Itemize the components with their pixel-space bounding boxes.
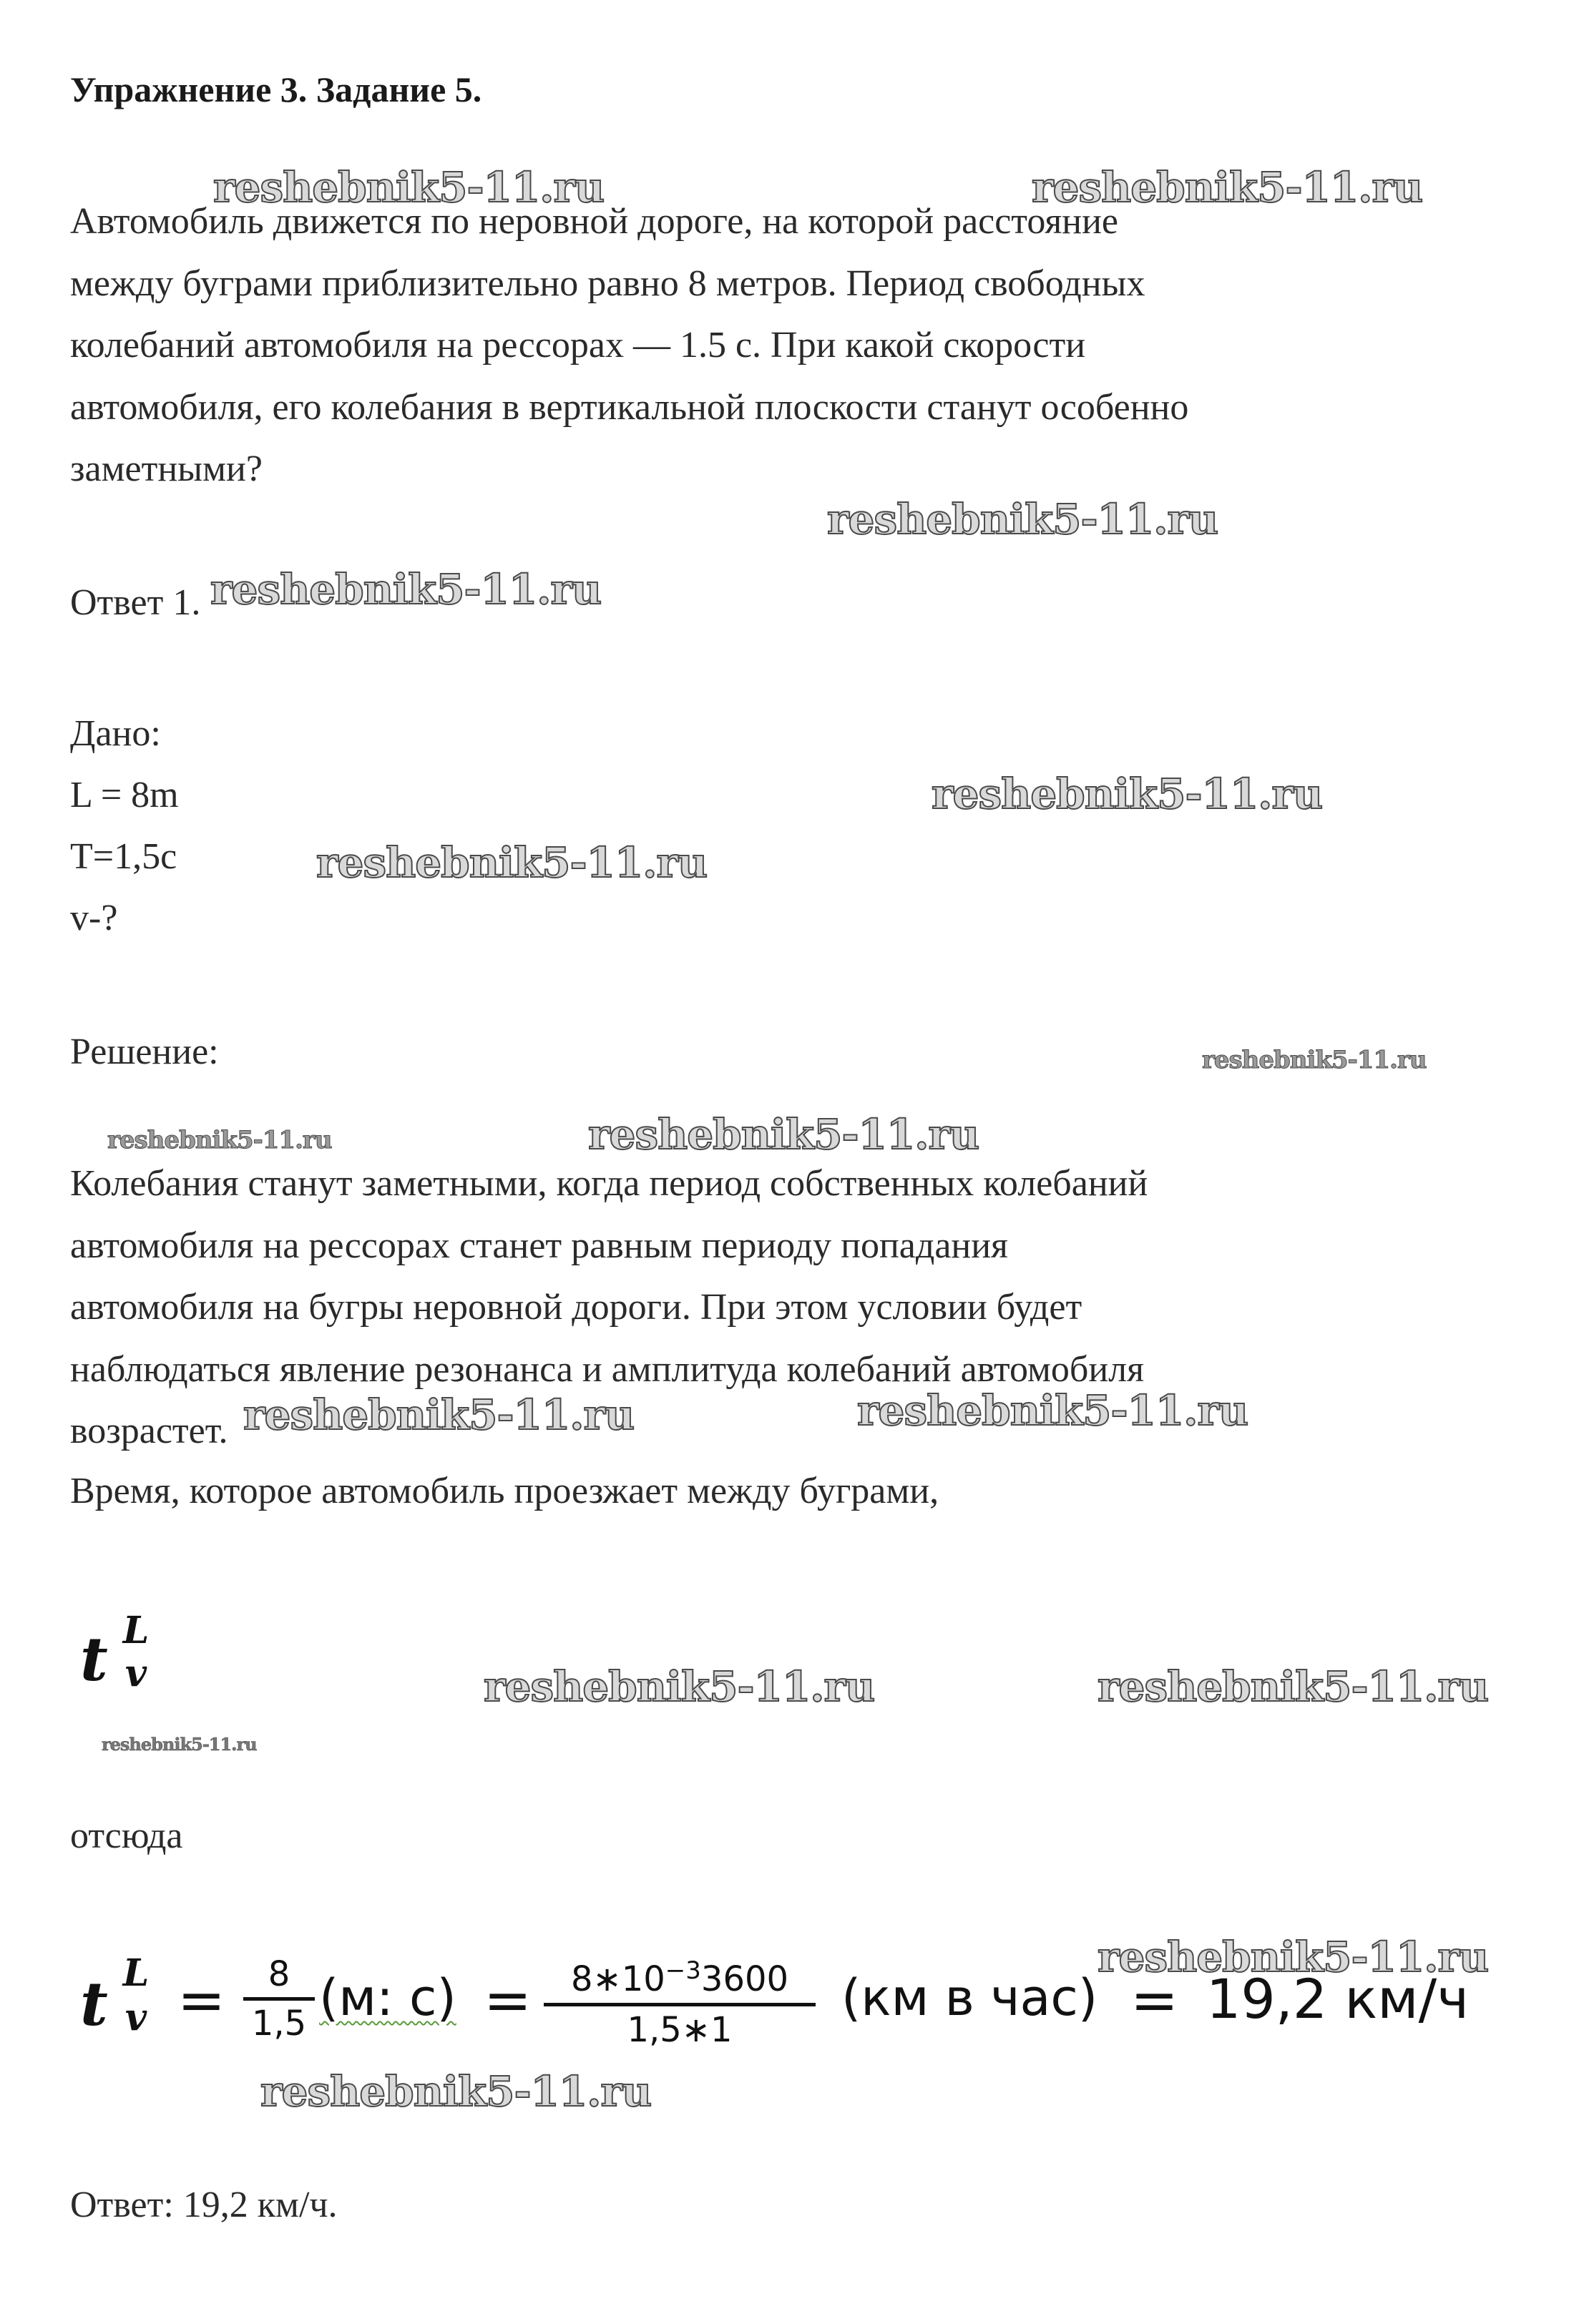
given-item: v-? bbox=[70, 898, 118, 938]
time-line: Время, которое автомобиль проезжает между буграми, bbox=[70, 1471, 939, 1511]
formula-2-numerator: L bbox=[122, 1951, 150, 1995]
final-answer: Ответ: 19,2 км/ч. bbox=[70, 2185, 338, 2225]
solution-line: возрастет. bbox=[70, 1411, 228, 1451]
watermark: reshebnik5-11.ru bbox=[588, 1110, 979, 1159]
formula-1-t: t bbox=[80, 1624, 108, 1695]
formula-2-value-numerator: 8 bbox=[268, 1954, 290, 1994]
formula-1-denominator: v bbox=[124, 1652, 147, 1695]
solution-line: Колебания станут заметными, когда период собственных колебаний bbox=[70, 1163, 1148, 1204]
formula-2-denominator: v bbox=[124, 1996, 147, 2039]
watermark: reshebnik5-11.ru bbox=[827, 495, 1218, 544]
hence-text: отсюда bbox=[70, 1815, 183, 1856]
formula-2-fraction-lv bbox=[116, 1951, 156, 2040]
solution-line: автомобиля на бугры неровной дороги. При этом условии будет bbox=[70, 1287, 1082, 1328]
formula-2-conversion-numerator bbox=[544, 1947, 816, 2003]
solution-line: автомобиля на рессорах станет равным периоду попадания bbox=[70, 1225, 1008, 1266]
formula-2-value-denominator: 1,5 bbox=[251, 2004, 307, 2044]
formula-2-unit-kmh: (км в час) bbox=[841, 1968, 1098, 2027]
formula-2-fraction-value bbox=[243, 1951, 315, 2046]
given-item: T=1,5c bbox=[70, 836, 177, 877]
formula-2-t: t bbox=[80, 1968, 108, 2039]
watermark: reshebnik5-11.ru bbox=[1097, 1662, 1489, 1711]
problem-line: между буграми приблизительно равно 8 метров. Период свободных bbox=[70, 263, 1145, 304]
formula-1-fraction bbox=[116, 1609, 156, 1695]
formula-1-numerator: L bbox=[122, 1609, 150, 1652]
formula-2-conversion-denominator: 1,5∗1 bbox=[627, 2010, 733, 2050]
watermark: reshebnik5-11.ru bbox=[316, 838, 708, 887]
conversion-tail: 3600 bbox=[700, 1959, 789, 1999]
watermark: reshebnik5-11.ru bbox=[213, 163, 605, 212]
solution-heading: Решение: bbox=[70, 1031, 219, 1072]
watermark: reshebnik5-11.ru bbox=[107, 1126, 332, 1154]
given-block bbox=[70, 703, 1429, 949]
problem-text bbox=[70, 191, 1429, 501]
watermark: reshebnik5-11.ru bbox=[210, 565, 602, 614]
problem-line: Автомобиль движется по неровной дороге, на которой расстояние bbox=[70, 201, 1119, 242]
watermark: reshebnik5-11.ru bbox=[260, 2067, 652, 2116]
watermark: reshebnik5-11.ru bbox=[1097, 1933, 1489, 1981]
conversion-exponent: −3 bbox=[665, 1956, 701, 1985]
watermark: reshebnik5-11.ru bbox=[102, 1734, 257, 1755]
unit-ms-text: (м: с) bbox=[319, 1968, 456, 2027]
formula-2-equals: = bbox=[1130, 1967, 1179, 2034]
problem-line: колебаний автомобиля на рессорах — 1.5 с. При какой скорости bbox=[70, 325, 1086, 366]
problem-line: автомобиля, его колебания в вертикальной плоскости станут особенно bbox=[70, 386, 1189, 428]
watermark: reshebnik5-11.ru bbox=[857, 1386, 1248, 1435]
watermark: reshebnik5-11.ru bbox=[1202, 1046, 1427, 1074]
solution-line: наблюдаться явление резонанса и амплитуда колебаний автомобиля bbox=[70, 1348, 1145, 1390]
formula-2-fraction-conversion bbox=[544, 1947, 816, 2054]
given-heading: Дано: bbox=[70, 713, 161, 754]
formula-2-equals: = bbox=[177, 1967, 226, 2034]
page-title: Упражнение 3. Задание 5. bbox=[70, 69, 482, 109]
formula-2-equals: = bbox=[484, 1967, 532, 2034]
formula-2-unit-ms bbox=[319, 1968, 456, 2027]
problem-line: заметными? bbox=[70, 448, 263, 489]
watermark: reshebnik5-11.ru bbox=[1032, 163, 1423, 212]
watermark: reshebnik5-11.ru bbox=[932, 770, 1323, 818]
conversion-base: 8∗10 bbox=[570, 1959, 665, 1999]
formula-2-result: 19,2 км/ч bbox=[1206, 1967, 1470, 2031]
watermark: reshebnik5-11.ru bbox=[243, 1391, 635, 1439]
given-item: L = 8m bbox=[70, 775, 179, 815]
watermark: reshebnik5-11.ru bbox=[484, 1662, 875, 1711]
answer-heading: Ответ 1. bbox=[70, 582, 201, 623]
